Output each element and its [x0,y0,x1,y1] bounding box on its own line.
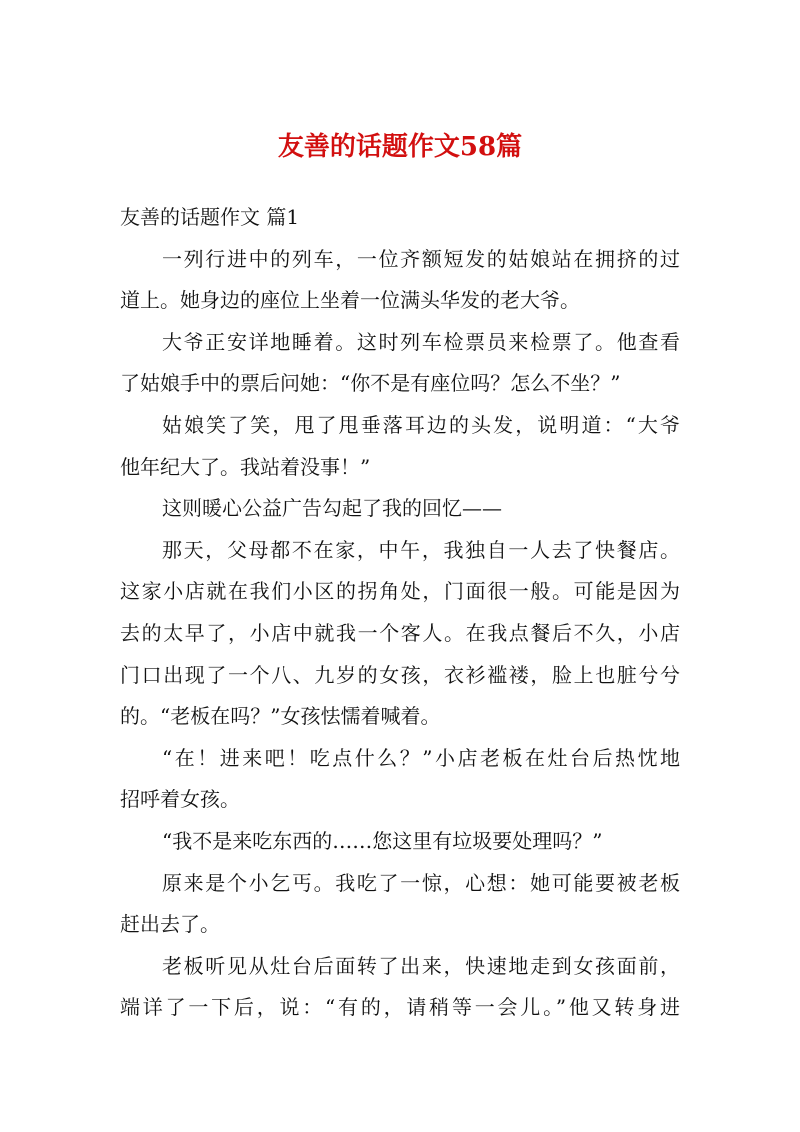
paragraph-line: “在！进来吧！吃点什么？”小店老板在灶台后热忱地 [162,745,680,770]
paragraph-line: 的。“老板在吗？”女孩怯懦着喊着。 [120,704,441,729]
paragraph-line: 这则暖心公益广告勾起了我的回忆—— [162,496,502,521]
paragraph-line: 一列行进中的列车，一位齐额短发的姑娘站在拥挤的过 [162,246,680,271]
paragraph-line: 了姑娘手中的票后问她：“你不是有座位吗？怎么不坐？” [120,371,621,396]
document-body [120,197,680,1029]
paragraph-line: 道上。她身边的座位上坐着一位满头华发的老大爷。 [120,288,580,313]
paragraph-line: 大爷正安详地睡着。这时列车检票员来检票了。他查看 [162,329,680,354]
paragraph-line: 那天，父母都不在家，中午，我独自一人去了快餐店。 [162,537,680,562]
paragraph-line: “我不是来吃东西的……您这里有垃圾要处理吗？” [162,828,603,853]
document-title: 友善的话题作文58篇 [277,132,523,162]
paragraph-line: 去的太早了，小店中就我一个客人。在我点餐后不久，小店 [120,620,680,645]
paragraph-line: 端详了一下后，说：“有的，请稍等一会儿。”他又转身进 [120,995,680,1020]
paragraph-line: 赶出去了。 [120,912,220,937]
paragraph-line: 姑娘笑了笑，甩了甩垂落耳边的头发，说明道：“大爷 [162,412,680,437]
paragraph-line: 老板听见从灶台后面转了出来，快速地走到女孩面前， [162,953,680,978]
paragraph-line: 原来是个小乞丐。我吃了一惊，心想：她可能要被老板 [162,870,680,895]
paragraph-line: 招呼着女孩。 [120,787,240,812]
paragraph-line: 他年纪大了。我站着没事！” [120,454,371,479]
paragraph-line: 门口出现了一个八、九岁的女孩，衣衫褴褛，脸上也脏兮兮 [120,662,680,687]
section-heading: 友善的话题作文 篇1 [120,205,300,229]
paragraph-line: 这家小店就在我们小区的拐角处，门面很一般。可能是因为 [120,579,680,604]
